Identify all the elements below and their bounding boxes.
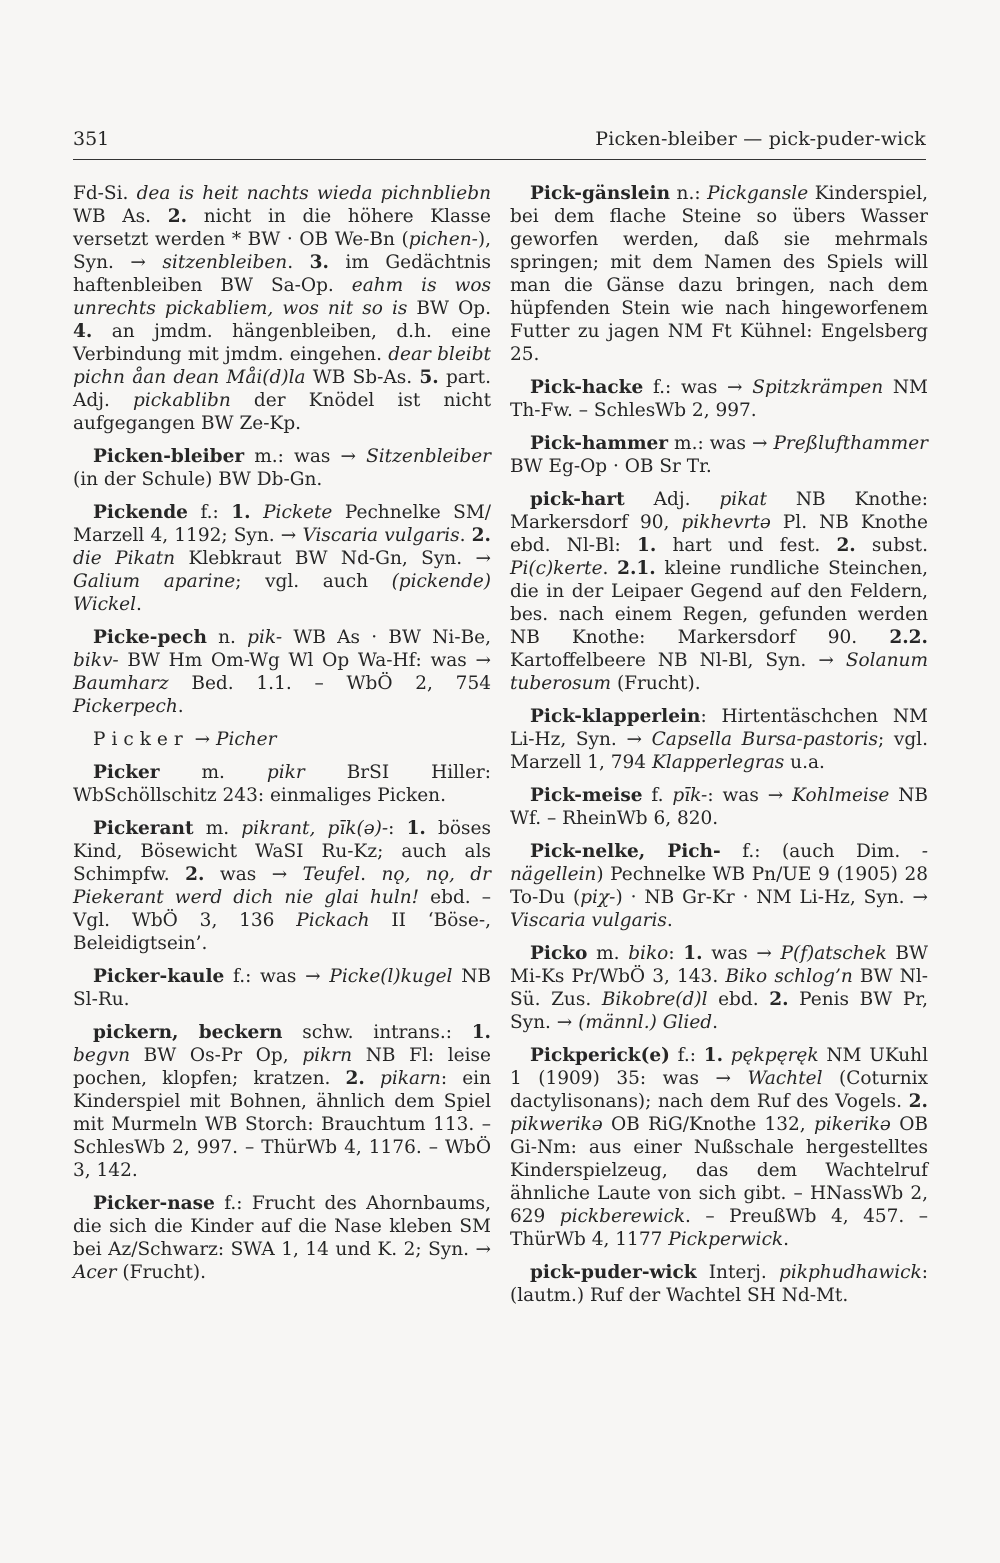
entry-italic-text: pikhevrtə bbox=[681, 512, 771, 533]
entry-text: OB Gi-Nm: aus einer Nußschale hergestelltes Kinderspielzeug, das dem Wachtelruf ähnliche Laute von sich gibt. – HNassWb 2, 629 bbox=[510, 1114, 928, 1227]
entry-bold-text: Picker-nase bbox=[93, 1193, 215, 1214]
dictionary-entry bbox=[73, 965, 491, 1011]
entry-bold-text: Pick-klapperlein bbox=[530, 706, 701, 727]
entry-text: → bbox=[188, 729, 216, 750]
entry-italic-text: (männl.) Glied bbox=[578, 1012, 713, 1033]
entry-bold-text: Picken-bleiber bbox=[93, 446, 245, 467]
entry-bold-text: Picker bbox=[93, 762, 160, 783]
entry-bold-text: 3. bbox=[309, 252, 329, 273]
entry-text: subst. bbox=[855, 535, 928, 556]
entry-text: Kartoffelbeere NB Nl-Bl, Syn. → bbox=[510, 650, 846, 671]
entry-bold-text: Picko bbox=[530, 943, 588, 964]
entry-bold-text: Pickende bbox=[93, 502, 188, 523]
entry-bold-text: 1. bbox=[636, 535, 657, 556]
entry-text: f.: was → bbox=[643, 377, 753, 398]
entry-text: II ‘Böse-, Beleidigtsein’. bbox=[73, 910, 491, 954]
entry-text: Pl. NB Knothe ebd. Nl-Bl: bbox=[510, 512, 928, 556]
entry-bold-text: Pick-meise bbox=[530, 785, 643, 806]
entry-italic-text: Galium aparine bbox=[73, 571, 236, 592]
entry-text: . bbox=[666, 910, 673, 931]
entry-text: n. bbox=[206, 627, 248, 648]
entry-italic-text: bikv- bbox=[73, 650, 119, 671]
entry-italic-text: Picke(l)kugel bbox=[329, 966, 453, 987]
page-header bbox=[73, 128, 926, 156]
entry-text: Adj. bbox=[624, 489, 720, 510]
right-column bbox=[510, 182, 928, 1317]
entry-text: ; vgl. Marzell 1, 794 bbox=[510, 729, 928, 773]
entry-bold-text: Pick-hacke bbox=[530, 377, 644, 398]
entry-bold-text: 2.2. bbox=[889, 627, 928, 648]
entry-text: . bbox=[459, 525, 472, 546]
entry-bold-text: 1. bbox=[406, 818, 426, 839]
entry-italic-text: Preßlufthammer bbox=[773, 433, 928, 454]
dictionary-entry bbox=[73, 626, 491, 718]
entry-italic-text: pikarn bbox=[380, 1068, 441, 1089]
entry-italic-text: Klapperlegras bbox=[651, 752, 785, 773]
entry-bold-text: 2. bbox=[167, 206, 188, 227]
entry-text: Pechnelke SM/ Marzell 4, 1192; Syn. → bbox=[73, 502, 492, 546]
entry-italic-text: pikphudhawick bbox=[779, 1262, 922, 1283]
dictionary-entry bbox=[510, 182, 928, 366]
entry-text: f.: Frucht des Ahornbaums, die sich die Kinder auf die Nase kleben SM bei Az/Schwarz: SWA 1, 14 und K. 2; Syn. → bbox=[73, 1193, 491, 1260]
dictionary-entry bbox=[510, 432, 928, 478]
entry-text: an jmdm. hängenbleiben, d.h. eine Verbindung mit jmdm. eingehen. bbox=[73, 321, 491, 365]
entry-text: nicht in die höhere Klasse versetzt werden * BW · OB We-Bn ( bbox=[73, 206, 491, 250]
entry-text bbox=[251, 502, 264, 523]
entry-bold-text: 2.1. bbox=[617, 558, 656, 579]
entry-text: Bed. 1.1. – WbÖ 2, 754 bbox=[168, 673, 491, 694]
entry-text: : ein Kinderspiel mit Bohnen, ähnlich dem Spiel mit Murmeln WB Storch: Brauchtum 113. – SchlesWb 2, 997. – ThürWb 4, 1176. – WbÖ 3, 142. bbox=[73, 1068, 491, 1181]
entry-text: part. Adj. bbox=[73, 367, 491, 411]
entry-text: ) · NB Gr-Kr · NM Li-Hz, Syn. → bbox=[615, 887, 929, 908]
entry-bold-text: 4. bbox=[73, 321, 93, 342]
entry-text: m. bbox=[587, 943, 629, 964]
entry-italic-text: dear bleibt pichn åan dean Måi(d)la bbox=[73, 344, 491, 388]
entry-text: : Hirtentäschchen NM Li-Hz, Syn. → bbox=[510, 706, 928, 750]
entry-text: WB As. bbox=[73, 206, 168, 227]
entry-text: NB Knothe: Markersdorf 90, bbox=[510, 489, 928, 533]
entry-text: m.: was → bbox=[668, 433, 774, 454]
entry-italic-text: pickablibn bbox=[132, 390, 231, 411]
entry-bold-text: Picker-kaule bbox=[93, 966, 225, 987]
entry-text: NM Th-Fw. – SchlesWb 2, 997. bbox=[510, 377, 929, 421]
entry-text: n.: bbox=[670, 183, 708, 204]
dictionary-entry bbox=[73, 817, 491, 955]
entry-text: ebd. – Vgl. WbÖ 3, 136 bbox=[73, 887, 492, 931]
entry-italic-text: Viscaria vulgaris bbox=[302, 525, 460, 546]
entry-text: : was → bbox=[707, 785, 793, 806]
entry-italic-text: Acer bbox=[73, 1262, 117, 1283]
entry-text: BW Os-Pr Op, bbox=[130, 1045, 303, 1066]
entry-bold-text: Pick-gänslein bbox=[530, 183, 671, 204]
entry-text: hart und fest. bbox=[656, 535, 837, 556]
entry-italic-text: Viscaria vulgaris bbox=[510, 910, 667, 931]
entry-text: f.: bbox=[669, 1045, 704, 1066]
entry-italic-text: eahm is wos unrechts pickabliem, wos nit so is bbox=[73, 275, 492, 319]
entry-bold-text: pick-hart bbox=[530, 489, 625, 510]
entry-italic-text: Capsella Bursa-pastoris bbox=[651, 729, 878, 750]
entry-bold-text: 1. bbox=[231, 502, 251, 523]
entry-text: . bbox=[287, 252, 310, 273]
entry-italic-text: pikr bbox=[266, 762, 305, 783]
page-number: 351 bbox=[73, 128, 110, 150]
entry-text: : bbox=[668, 943, 684, 964]
entry-text: . bbox=[177, 696, 184, 717]
entry-text: f.: was → bbox=[224, 966, 330, 987]
entry-text: . bbox=[136, 594, 142, 615]
dictionary-entry bbox=[510, 840, 928, 932]
entry-italic-text: Solanum tuberosum bbox=[510, 650, 928, 694]
entry-italic-text: pikerikə bbox=[814, 1114, 891, 1135]
dictionary-entry bbox=[510, 942, 928, 1034]
entry-text: (Frucht). bbox=[611, 673, 701, 694]
entry-text bbox=[723, 1045, 731, 1066]
entry-text: Kinderspiel, bei dem flache Steine so übers Wasser geworfen werden, daß sie mehrmals springen; mit dem Namen des Spiels will man die Gänse dazu bringen, nach dem hüpfenden Stein wie nach hingeworfenem Futter zu jagen NM Ft Kühnel: Engelsberg 25. bbox=[510, 183, 928, 365]
entry-text: was → bbox=[204, 864, 303, 885]
entry-text: böses Kind, Bösewicht WaSI Ru-Kz; auch als Schimpfw. bbox=[73, 818, 491, 885]
entry-text: ebd. bbox=[707, 989, 770, 1010]
dictionary-entry bbox=[510, 1261, 928, 1307]
entry-bold-text: 2. bbox=[836, 535, 856, 556]
entry-text: NB Sl-Ru. bbox=[73, 966, 491, 1010]
entry-bold-text: pick-puder-wick bbox=[530, 1262, 697, 1283]
entry-text: WB Sb-As. bbox=[305, 367, 420, 388]
entry-bold-text: 1. bbox=[683, 943, 703, 964]
entry-bold-text: Pickerant bbox=[93, 818, 194, 839]
entry-text: NB Fl: leise pochen, klopfen; kratzen. bbox=[73, 1045, 491, 1089]
entry-text: m. bbox=[159, 762, 267, 783]
dictionary-entry bbox=[510, 705, 928, 774]
entry-italic-text: Picher bbox=[216, 729, 277, 750]
entry-text: NM UKuhl 1 (1909) 35: was → bbox=[510, 1045, 928, 1089]
entry-italic-text: die Pikatn bbox=[73, 548, 176, 569]
entry-bold-text: Pick-hammer bbox=[530, 433, 669, 454]
entry-text: Klebkraut BW Nd-Gn, Syn. → bbox=[175, 548, 491, 569]
entry-text: schw. intrans.: bbox=[282, 1022, 472, 1043]
entry-italic-text: Pickgansle bbox=[707, 183, 809, 204]
entry-text bbox=[365, 1068, 380, 1089]
dictionary-entry bbox=[73, 445, 491, 491]
entry-text: . bbox=[783, 1229, 790, 1250]
dictionary-entry bbox=[510, 784, 928, 830]
entry-italic-text: dea is heit nachts wieda pichnbliebn bbox=[136, 183, 492, 204]
entry-italic-text: pikrant, pīk(ə)- bbox=[241, 818, 389, 839]
entry-italic-text: Spitzkrämpen bbox=[752, 377, 884, 398]
entry-italic-text: nǫ, nǫ, dr Piekerant werd dich nie glai huln! bbox=[73, 864, 491, 908]
entry-text: . bbox=[602, 558, 618, 579]
entry-italic-text: pikat bbox=[719, 489, 767, 510]
entry-text: Interj. bbox=[696, 1262, 779, 1283]
dictionary-entry bbox=[73, 501, 491, 616]
entry-italic-text: pikrn bbox=[302, 1045, 353, 1066]
header-rule bbox=[73, 159, 926, 160]
entry-text: (in der Schule) BW Db-Gn. bbox=[73, 469, 323, 490]
entry-bold-text: Pick-nelke, Pich- bbox=[530, 841, 721, 862]
entry-text: . – PreußWb 4, 457. – ThürWb 4, 1177 bbox=[510, 1206, 928, 1250]
entry-italic-text: Bikobre(d)l bbox=[601, 989, 708, 1010]
entry-text: WB As · BW Ni-Be, bbox=[282, 627, 492, 648]
entry-text: (Frucht). bbox=[116, 1262, 207, 1283]
entry-italic-text: Pickperwick bbox=[668, 1229, 784, 1250]
entry-text: OB RiG/Knothe 132, bbox=[602, 1114, 815, 1135]
entry-bold-text: 2. bbox=[345, 1068, 365, 1089]
entry-text: : (lautm.) Ruf der Wachtel SH Nd-Mt. bbox=[510, 1262, 928, 1306]
entry-italic-text: pikwerikə bbox=[510, 1114, 603, 1135]
dictionary-entry bbox=[73, 761, 491, 807]
entry-text: m. bbox=[193, 818, 242, 839]
entry-text: (Coturnix dactylisonans); nach dem Ruf des Vogels. bbox=[510, 1068, 928, 1112]
entry-italic-text: pichen- bbox=[408, 229, 478, 250]
entry-italic-text: pik- bbox=[247, 627, 283, 648]
dictionary-entry bbox=[73, 182, 491, 435]
entry-italic-text: pękpęręk bbox=[730, 1045, 819, 1066]
entry-italic-text: begvn bbox=[73, 1045, 130, 1066]
entry-italic-text: Wachtel bbox=[747, 1068, 823, 1089]
entry-text: ; vgl. auch bbox=[235, 571, 392, 592]
entry-text: was → bbox=[702, 943, 781, 964]
entry-bold-text: 2. bbox=[471, 525, 491, 546]
entry-text: BW Op. bbox=[407, 298, 491, 319]
dictionary-entry bbox=[510, 376, 928, 422]
entry-text: f.: (auch Dim. bbox=[720, 841, 922, 862]
entry-italic-text: -nägellein bbox=[510, 841, 928, 885]
entry-bold-text: 5. bbox=[419, 367, 439, 388]
entry-text: m.: was → bbox=[244, 446, 367, 467]
entry-italic-text: Pickerpech bbox=[73, 696, 178, 717]
entry-text: Penis BW Pr, Syn. → bbox=[510, 989, 928, 1033]
entry-bold-text: pickern, beckern bbox=[93, 1022, 283, 1043]
entry-text: f.: bbox=[187, 502, 232, 523]
entry-italic-text: piχ- bbox=[580, 887, 616, 908]
entry-text: BW Eg-Op · OB Sr Tr. bbox=[510, 456, 712, 477]
entry-text: im Gedächtnis haftenbleiben BW Sa-Op. bbox=[73, 252, 492, 296]
dictionary-entry bbox=[73, 728, 491, 751]
entry-text: . bbox=[360, 864, 382, 885]
dictionary-entry bbox=[510, 1044, 928, 1251]
entry-text: BrSI Hiller: WbSchöllschitz 243: einmaliges Picken. bbox=[73, 762, 491, 806]
entry-text: f. bbox=[642, 785, 673, 806]
entry-bold-text: Picke-pech bbox=[93, 627, 207, 648]
dictionary-entry bbox=[73, 1192, 491, 1284]
entry-italic-text: P(f)atschek bbox=[780, 943, 887, 964]
entry-bold-text: 1. bbox=[703, 1045, 724, 1066]
entry-italic-text: biko bbox=[628, 943, 669, 964]
entry-text: . bbox=[712, 1012, 718, 1033]
entry-italic-text: Sitzenbleiber bbox=[366, 446, 491, 467]
entry-italic-text: Baumharz bbox=[73, 673, 169, 694]
entry-text: BW Mi-Ks Pr/WbÖ 3, 143. bbox=[510, 943, 928, 987]
left-column bbox=[73, 182, 491, 1294]
entry-text: BW Nl-Sü. Zus. bbox=[510, 966, 928, 1010]
entry-italic-text: Kohlmeise bbox=[792, 785, 890, 806]
entry-text: NB Wf. – RheinWb 6, 820. bbox=[510, 785, 928, 829]
entry-text: kleine rundliche Steinchen, die in der Leipaer Gegend auf den Feldern, bes. nach einem Regen, gefunden werden NB Knothe: Markersdorf 90. bbox=[510, 558, 928, 648]
entry-bold-text: 2. bbox=[908, 1091, 928, 1112]
entry-text: der Knödel ist nicht aufgegangen BW Ze-Kp. bbox=[73, 390, 492, 434]
entry-text: Fd-Si. bbox=[73, 183, 137, 204]
entry-bold-text: 2. bbox=[185, 864, 205, 885]
entry-italic-text: sitzenbleiben bbox=[162, 252, 288, 273]
entry-text: u.a. bbox=[784, 752, 825, 773]
entry-italic-text: pīk- bbox=[672, 785, 708, 806]
entry-italic-text: (pickende) Wickel bbox=[73, 571, 491, 615]
entry-italic-text: Pickach bbox=[296, 910, 370, 931]
entry-bold-text: Pickperick(e) bbox=[530, 1045, 670, 1066]
entry-text: BW Hm Om-Wg Wl Op Wa-Hf: was → bbox=[118, 650, 491, 671]
entry-bold-text: 2. bbox=[769, 989, 789, 1010]
entry-text: ), Syn. → bbox=[73, 229, 491, 273]
entry-spaced-headword: Picker bbox=[93, 729, 189, 750]
entry-italic-text: pickberewick bbox=[559, 1206, 686, 1227]
entry-italic-text: Biko schlog’n bbox=[725, 966, 853, 987]
entry-bold-text: 1. bbox=[471, 1022, 492, 1043]
entry-text: : bbox=[388, 818, 407, 839]
entry-text: ) Pechnelke WB Pn/UE 9 (1905) 28 To-Du ( bbox=[510, 864, 928, 908]
dictionary-entry bbox=[73, 1021, 491, 1182]
entry-italic-text: Pickete bbox=[263, 502, 333, 523]
running-head: Picken-bleiber — pick-puder-wick bbox=[595, 128, 926, 150]
entry-italic-text: Pi(c)kerte bbox=[510, 558, 603, 579]
dictionary-entry bbox=[510, 488, 928, 695]
entry-italic-text: Teufel bbox=[302, 864, 361, 885]
